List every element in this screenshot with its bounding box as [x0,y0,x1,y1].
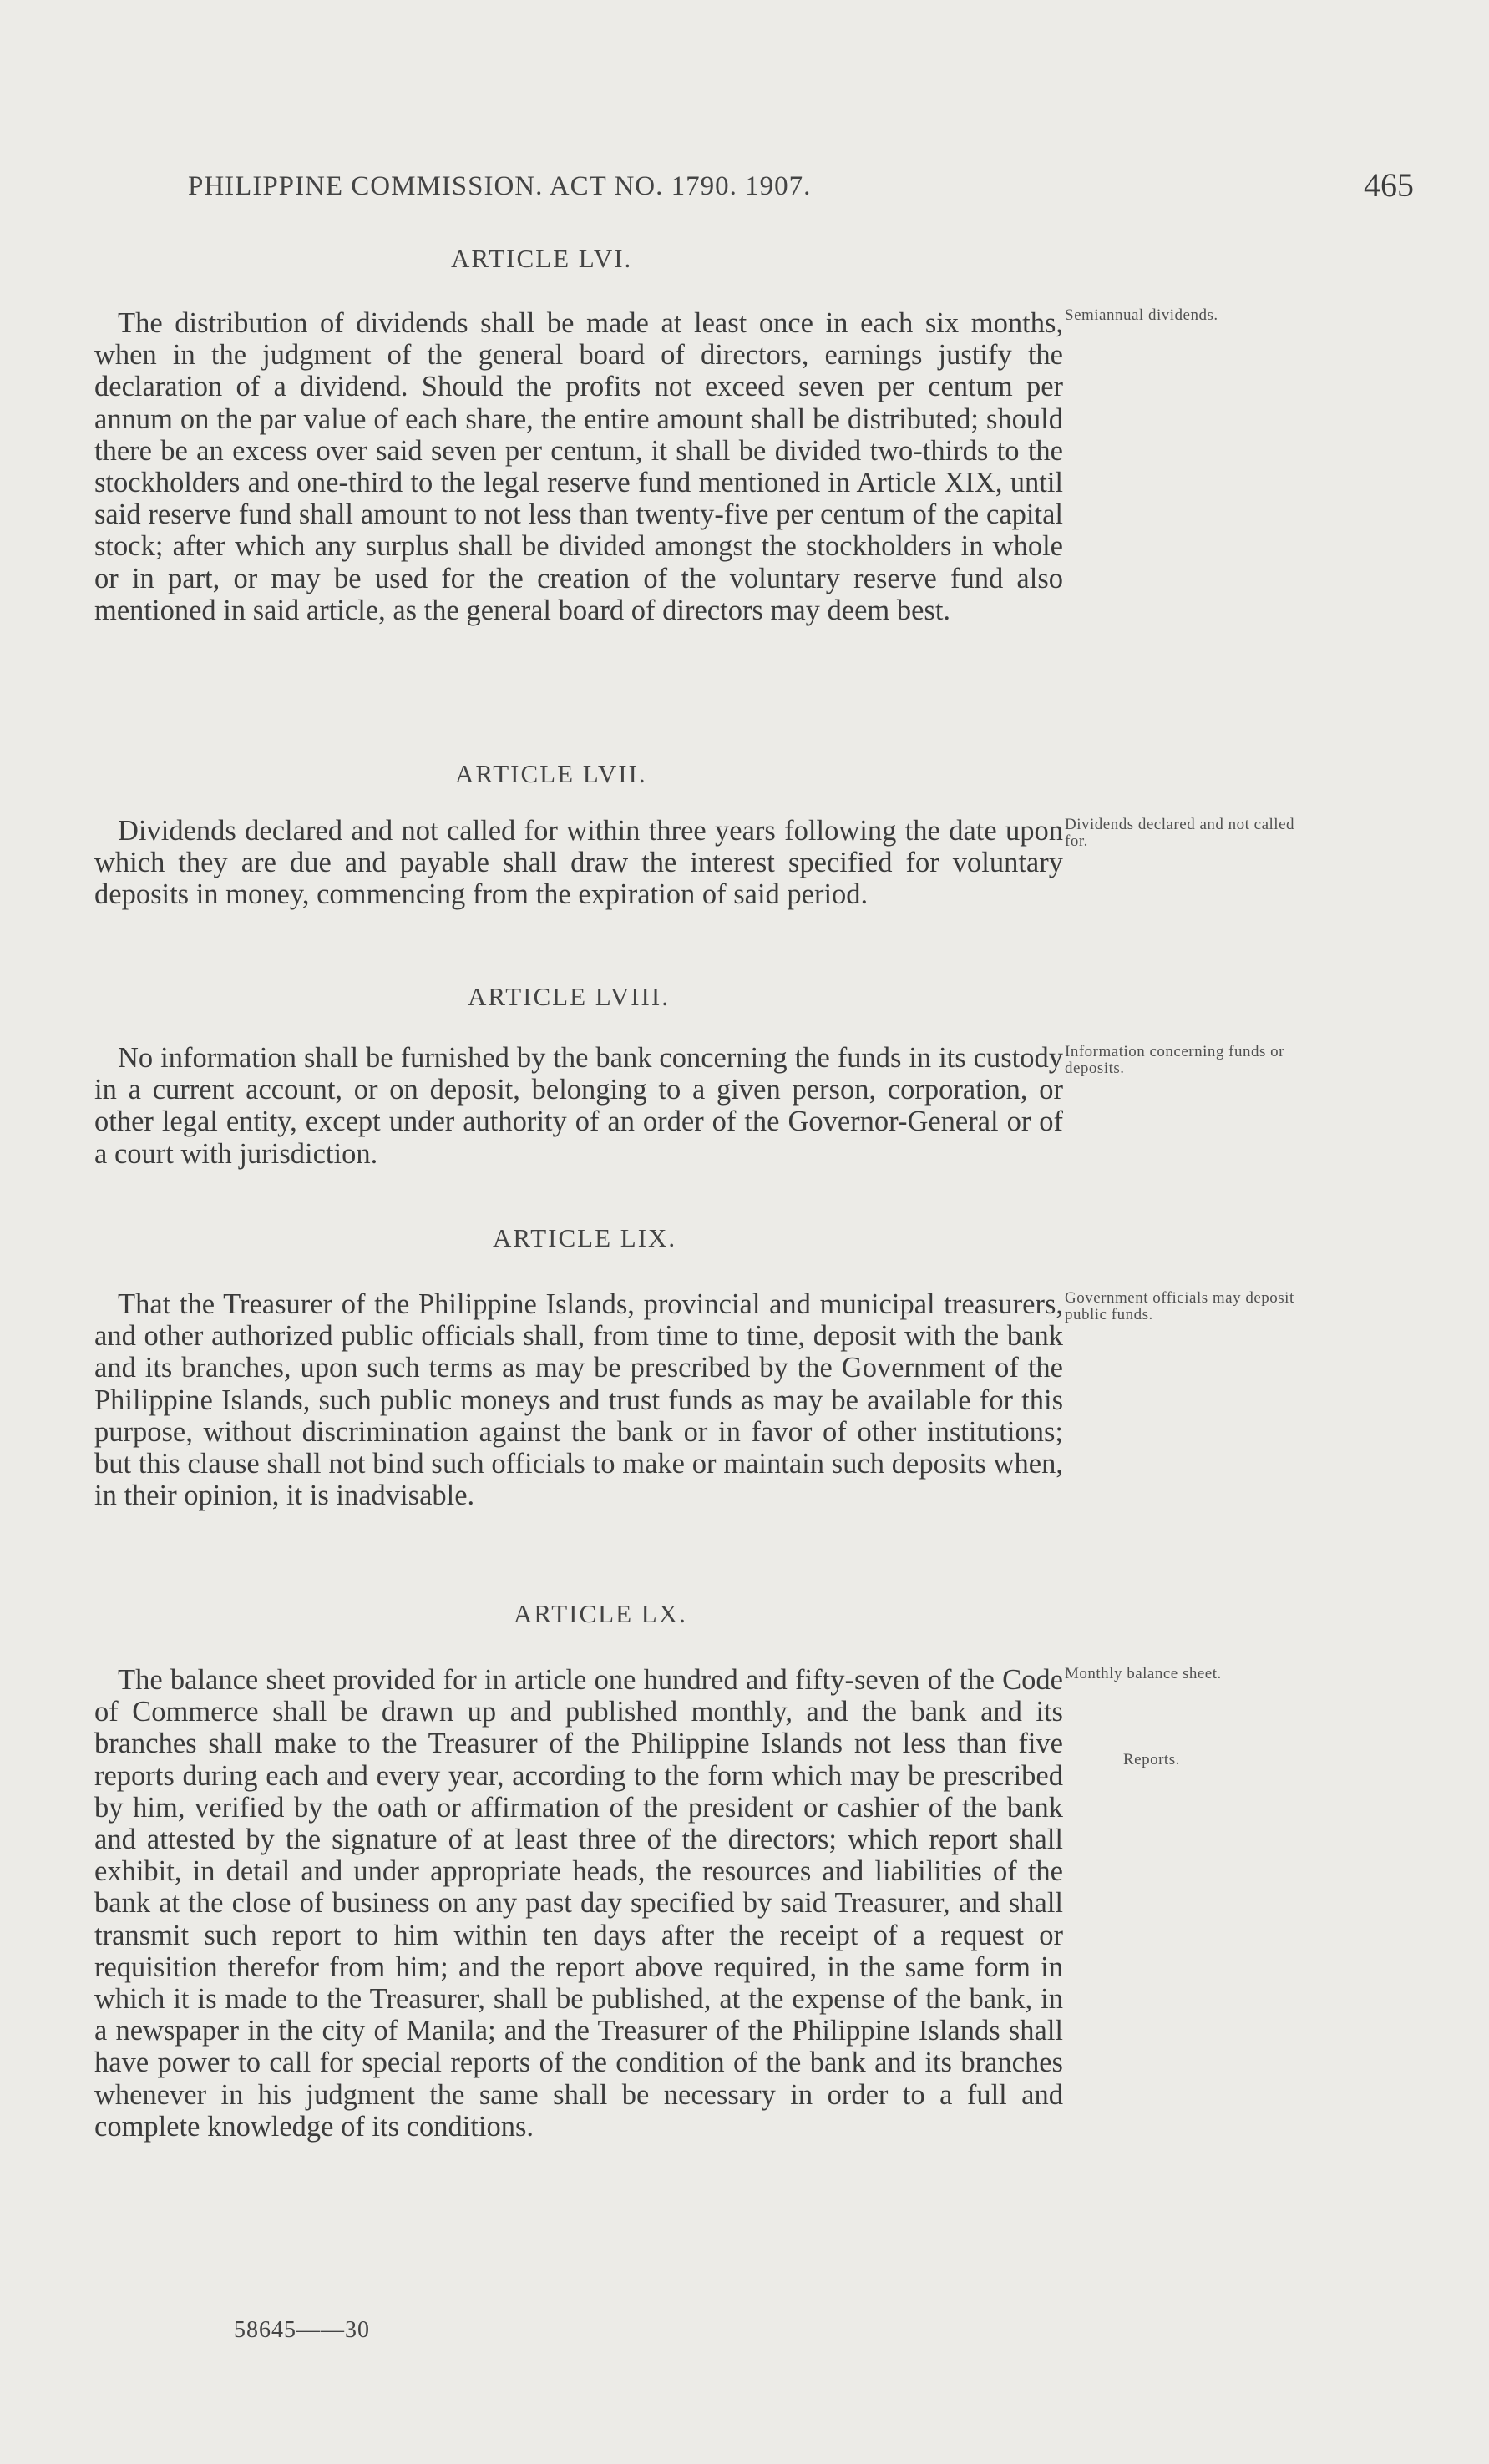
article-heading-lix: ARTICLE LIX. [493,1223,677,1252]
article-heading-lvii: ARTICLE LVII. [455,759,647,788]
page-number: 465 [1364,166,1414,204]
side-note-information-deposits: Information concerning funds or deposits. [1065,1043,1284,1077]
article-body-lviii: No information shall be furnished by the bank concerning the funds in its custody in a current account, or on deposit, belonging to a given person, corporation, or other legal entity, except under authority of an order of the Governor-General or of a court with jurisdiction. [94,1042,1063,1170]
footer-code: 58645——30 [234,2317,370,2343]
article-heading-lviii: ARTICLE LVIII. [468,982,670,1011]
running-head: PHILIPPINE COMMISSION. ACT NO. 1790. 1907. [188,171,812,201]
article-body-lvii: Dividends declared and not called for within three years following the date upon which they are due and payable shall draw the interest specified for voluntary deposits in money, commencing from the expiration of said period. [94,815,1063,911]
side-note-semiannual-dividends: Semiannual dividends. [1065,306,1218,324]
article-heading-lvi: ARTICLE LVI. [451,244,633,273]
article-heading-lx: ARTICLE LX. [514,1599,687,1628]
side-note-government-officials: Government officials may deposit public funds. [1065,1289,1294,1323]
side-note-reports: Reports. [1123,1751,1180,1768]
side-note-monthly-balance-sheet: Monthly balance sheet. [1065,1665,1222,1682]
side-note-dividends-declared: Dividends declared and not called for. [1065,816,1295,850]
article-body-lix: That the Treasurer of the Philippine Islands, provincial and municipal treasurers, and other authorized public officials shall, from time to time, deposit with the bank and its branches, upon such terms as may be prescribed by the Government of the Philippine Islands, such public moneys and trust funds as may be available for this purpose, without discrimination against the bank or in favor of other institutions; but this clause shall not bind such officials to make or maintain such deposits when, in their opinion, it is inadvisable. [94,1288,1063,1512]
article-body-lvi: The distribution of dividends shall be made at least once in each six months, when in the judgment of the general board of directors, earnings justify the declaration of a dividend. Should the profits not exceed seven per centum per annum on the par value of each share, the entire amount shall be distributed; should there be an excess over said seven per centum, it shall be divided two-thirds to the stockholders and one-third to the legal reserve fund mentioned in Article XIX, until said reserve fund shall amount to not less than twenty-five per centum of the capital stock; after which any surplus shall be divided amongst the stockholders in whole or in part, or may be used for the creation of the voluntary reserve fund also mentioned in said article, as the general board of directors may deem best. [94,307,1063,626]
article-body-lx: The balance sheet provided for in article one hundred and fifty-seven of the Code of Commerce shall be drawn up and published monthly, and the bank and its branches shall make to the Treasurer of the Philippine Islands not less than five reports during each and every year, according to the form which may be prescribed by him, verified by the oath or affirmation of the president or cashier of the bank and attested by the signature of at least three of the directors; which report shall exhibit, in detail and under appropriate heads, the resources and liabilities of the bank at the close of business on any past day specified by said Treasurer, and shall transmit such report to him within ten days after the receipt of a request or requisition therefor from him; and the report above required, in the same form in which it is made to the Treasurer, shall be published, at the expense of the bank, in a newspaper in the city of Manila; and the Treasurer of the Philippine Islands shall have power to call for special reports of the condition of the bank and its branches whenever in his judgment the same shall be necessary in order to a full and complete knowledge of its conditions. [94,1664,1063,2143]
